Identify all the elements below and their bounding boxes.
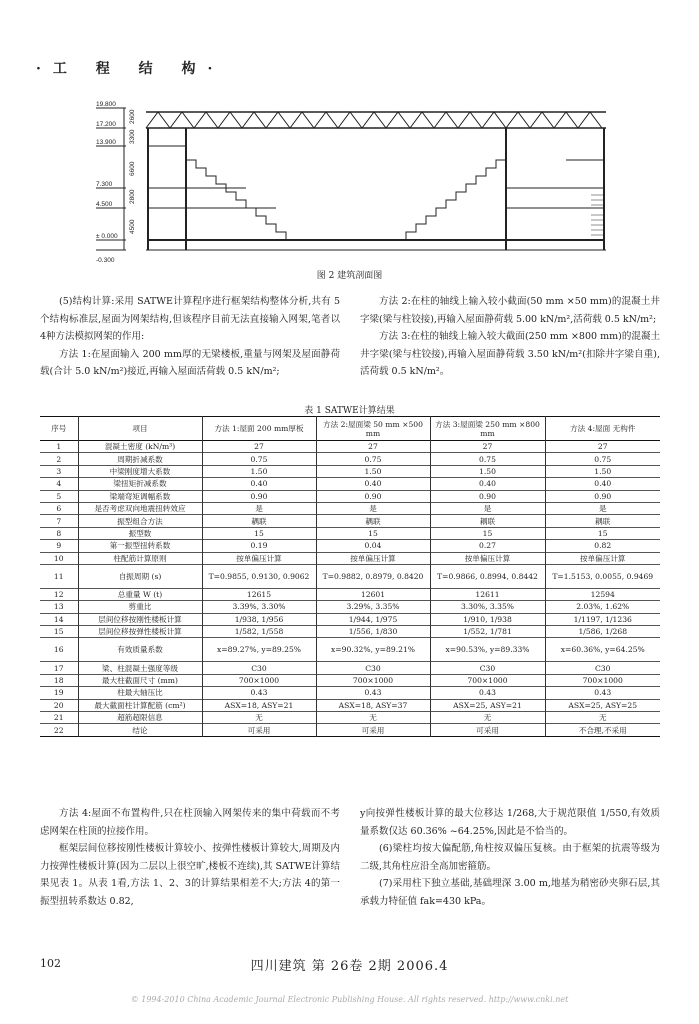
table-cell: 1/552, 1/781	[430, 626, 545, 638]
table-cell: 12615	[202, 588, 316, 600]
table-cell: C30	[316, 662, 430, 674]
table-row	[40, 601, 660, 613]
table-cell: 15	[53, 627, 64, 637]
table-cell: 不合理,不采用	[545, 724, 660, 736]
right-column-bottom	[360, 805, 660, 910]
table-cell: 耦联	[202, 515, 316, 527]
table-cell: ASX=25, ASY=25	[545, 699, 660, 711]
table-row	[40, 465, 660, 477]
table-cell: 0.04	[316, 540, 430, 552]
table-cell: ASX=18, ASY=21	[202, 699, 316, 711]
dimension-label: 6600	[129, 161, 136, 176]
table-cell: 15	[202, 527, 316, 539]
table-cell: 耦联	[316, 515, 430, 527]
table-cell: 可采用	[202, 724, 316, 736]
table-cell: 自振周期 (s)	[78, 564, 202, 588]
table-cell: T=0.9855, 0.9130, 0.9062	[202, 564, 316, 588]
table-cell: 2	[56, 454, 62, 464]
table-cell: 按单偏压计算	[545, 552, 660, 564]
table-cell: 柱最大轴压比	[78, 687, 202, 699]
table-cell: T=1.5153, 0.0055, 0.9469	[545, 564, 660, 588]
table-cell: 超筋超限信息	[78, 712, 202, 724]
table-cell: 梁端弯矩调幅系数	[78, 490, 202, 502]
paragraph: (6)梁柱均按大偏配筋,角柱按双偏压复核。由于框架的抗震等级为二级,其角柱应沿全高加密箍筋。	[360, 843, 660, 872]
table-cell: 22	[53, 725, 64, 735]
paragraph: 方法 2:在柱的轴线上输入较小截面(50 mm ×50 mm)的混凝土井字梁(梁与柱铰接),再输入屋面静荷载 5.00 kN/m²,活荷载 0.5 kN/m²;	[360, 296, 660, 325]
table-header-cell: 项目	[78, 417, 202, 441]
table-row	[40, 626, 660, 638]
table-cell: 1/582, 1/558	[202, 626, 316, 638]
table-cell: 有效质量系数	[78, 638, 202, 662]
table-cell: 7	[56, 516, 62, 526]
paragraph: 框架层间位移按刚性楼板计算较小、按弹性楼板计算较大,周期及内力按弹性楼板计算(因为二层以上很空旷,楼板不连续),其 SATWE计算结果见表 1。从表 1看,方法 1、2、3的计算结果相差不大;方法 4的第一振型扭转系数达 0.82,	[40, 843, 340, 907]
table-cell: 振型数	[78, 527, 202, 539]
table-cell: 17	[53, 663, 64, 673]
elevation-label: -0.300	[96, 257, 115, 264]
table-cell: 梁、柱混凝土强度等级	[78, 662, 202, 674]
dimension-label: 4500	[129, 219, 136, 234]
table-cell: C30	[430, 662, 545, 674]
table-cell: 15	[545, 527, 660, 539]
paragraph: y向按弹性楼板计算的最大位移达 1/268,大于规范限值 1/550,有效质量系数仅达 60.36% ~64.25%,因此是不恰当的。	[360, 808, 660, 837]
table-cell: 结论	[78, 724, 202, 736]
table-cell: 1.50	[430, 465, 545, 477]
table-cell: x=60.36%, y=64.25%	[545, 638, 660, 662]
left-column-bottom	[40, 805, 340, 910]
table-cell: 1/556, 1/830	[316, 626, 430, 638]
table-row	[40, 540, 660, 552]
table-cell: 中梁刚度增大系数	[78, 465, 202, 477]
table-cell: 27	[202, 441, 316, 453]
table-row	[40, 552, 660, 564]
table-cell: 12601	[316, 588, 430, 600]
table-row	[40, 564, 660, 588]
table-cell: 0.40	[545, 478, 660, 490]
table-cell: 0.40	[316, 478, 430, 490]
table-row	[40, 478, 660, 490]
table-row	[40, 662, 660, 674]
table-cell: 27	[430, 441, 545, 453]
table-cell: 700×1000	[316, 674, 430, 686]
table-cell: 1	[56, 442, 62, 452]
table-cell: 是否考虑双向地震扭转效应	[78, 502, 202, 514]
dimension-label: 3300	[129, 129, 136, 144]
table-cell: 1/938, 1/956	[202, 613, 316, 625]
table-cell: 0.43	[202, 687, 316, 699]
table-caption: 表 1 SATWE计算结果	[304, 406, 395, 416]
table-cell: 20	[53, 700, 64, 710]
table-cell: 0.90	[430, 490, 545, 502]
elevation-label: 17.200	[96, 121, 116, 128]
table-cell: 1/944, 1/975	[316, 613, 430, 625]
table-cell: 最大柱截面尺寸 (mm)	[78, 674, 202, 686]
table-cell: 1/1197, 1/1236	[545, 613, 660, 625]
table-cell: 11	[53, 571, 64, 581]
elevation-label: 4.500	[96, 201, 113, 208]
table-cell: C30	[202, 662, 316, 674]
paragraph: (7)采用柱下独立基础,基础埋深 3.00 m,地基为稍密砂夹卵石层,其承载力特征值 fak=430 kPa。	[360, 878, 660, 907]
table-cell: 0.43	[316, 687, 430, 699]
table-cell: 700×1000	[545, 674, 660, 686]
table-cell: T=0.9882, 0.8979, 0.8420	[316, 564, 430, 588]
dimension-label: 2600	[129, 109, 136, 124]
table-cell: 12611	[430, 588, 545, 600]
table-cell: 0.43	[545, 687, 660, 699]
table-cell: 周期折减系数	[78, 453, 202, 465]
table-row	[40, 724, 660, 736]
results-table	[40, 416, 660, 737]
table-cell: 1/586, 1/268	[545, 626, 660, 638]
table-cell: 0.90	[202, 490, 316, 502]
copyright-notice: © 1994-2010 China Academic Journal Electronic Publishing House. All rights reserved. http://www.cnki.net	[130, 995, 569, 1004]
table-cell: 0.90	[316, 490, 430, 502]
table-cell: 14	[53, 614, 64, 624]
table-cell: 最大截面柱计算配筋 (cm²)	[78, 699, 202, 711]
table-cell: 21	[53, 713, 64, 723]
table-row	[40, 502, 660, 514]
table-cell: C30	[545, 662, 660, 674]
table-cell: 0.75	[545, 453, 660, 465]
table-row	[40, 490, 660, 502]
table-cell: 19	[53, 688, 64, 698]
table-cell: 0.19	[202, 540, 316, 552]
table-cell: 0.43	[430, 687, 545, 699]
table-cell: 按单偏压计算	[430, 552, 545, 564]
table-row	[40, 712, 660, 724]
table-row	[40, 613, 660, 625]
table-cell: 12	[53, 590, 64, 600]
table-cell: 4	[56, 479, 62, 489]
table-row	[40, 638, 660, 662]
table-cell: 是	[202, 502, 316, 514]
table-cell: 剪重比	[78, 601, 202, 613]
table-cell: 3	[56, 466, 62, 476]
table-cell: 16	[53, 645, 64, 655]
table-cell: 10	[53, 553, 64, 563]
table-cell: 无	[545, 712, 660, 724]
paragraph: 方法 4:屋面不布置构件,只在柱顶输入网架传来的集中荷载而不考虑网架在柱顶的拉接作用。	[40, 808, 340, 837]
table-cell: 0.90	[545, 490, 660, 502]
table-header-cell: 方法 1:屋面 200 mm厚板	[202, 417, 316, 441]
dimension-label: 2800	[129, 189, 136, 204]
table-cell: 18	[53, 676, 64, 686]
table-cell: 层间位移按弹性楼板计算	[78, 626, 202, 638]
table-cell: x=90.53%, y=89.33%	[430, 638, 545, 662]
elevation-label: 19.800	[96, 101, 116, 108]
table-row	[40, 588, 660, 600]
table-row	[40, 453, 660, 465]
table-cell: 1.50	[202, 465, 316, 477]
table-cell: 无	[202, 712, 316, 724]
paragraph: 方法 3:在柱的轴线上输入较大截面(250 mm ×800 mm)的混凝土井字梁(梁与柱铰接),再输入屋面静荷载 3.50 kN/m²(扣除井字梁自重),活荷载 0.5 kN/m²。	[360, 331, 660, 377]
table-header-cell: 方法 4:屋面 无构件	[545, 417, 660, 441]
journal-info: 四川建筑 第 26卷 2期 2006.4	[250, 959, 449, 974]
table-cell: 可采用	[316, 724, 430, 736]
table-cell: 耦联	[545, 515, 660, 527]
table-cell: 6	[56, 504, 62, 514]
table-cell: x=89.27%, y=89.25%	[202, 638, 316, 662]
table-cell: ASX=25, ASY=21	[430, 699, 545, 711]
table-cell: 12594	[545, 588, 660, 600]
table-header-cell: 序号	[51, 424, 67, 433]
right-column-top	[360, 293, 660, 381]
table-cell: 8	[56, 528, 62, 538]
table-cell: 总重量 W (t)	[78, 588, 202, 600]
table-header-cell: 方法 2:屋面梁 50 mm ×500 mm	[316, 417, 430, 441]
table-cell: 振型组合方法	[78, 515, 202, 527]
table-cell: 是	[545, 502, 660, 514]
table-cell: 15	[430, 527, 545, 539]
table-cell: 按单偏压计算	[316, 552, 430, 564]
table-cell: 5	[56, 491, 62, 501]
table-cell: 0.75	[202, 453, 316, 465]
table-row	[40, 674, 660, 686]
table-cell: 0.75	[316, 453, 430, 465]
table-cell: 27	[545, 441, 660, 453]
table-cell: 层间位移按刚性楼板计算	[78, 613, 202, 625]
table-cell: T=0.9866, 0.8994, 0.8442	[430, 564, 545, 588]
table-cell: 柱配筋计算原则	[78, 552, 202, 564]
table-cell: 9	[56, 541, 62, 551]
table-cell: 2.03%, 1.62%	[545, 601, 660, 613]
table-cell: 27	[316, 441, 430, 453]
page-number: 102	[40, 957, 61, 970]
table-cell: 是	[316, 502, 430, 514]
paragraph: 方法 1:在屋面输入 200 mm厚的无梁楼板,重量与网架及屋面静荷载(合计 5.0 kN/m²)接近,再输入屋面活荷载 0.5 kN/m²;	[40, 348, 340, 377]
table-header-row	[40, 417, 660, 441]
table-cell: 是	[430, 502, 545, 514]
table-cell: ASX=18, ASY=37	[316, 699, 430, 711]
elevation-label: 13.900	[96, 139, 116, 146]
table-row	[40, 515, 660, 527]
table-cell: 混凝土密度 (kN/m³)	[78, 441, 202, 453]
table-cell: 1.50	[316, 465, 430, 477]
building-section-figure	[86, 100, 616, 280]
table-cell: 0.75	[430, 453, 545, 465]
elevation-label: 7.300	[96, 181, 113, 188]
table-cell: 0.27	[430, 540, 545, 552]
table-row	[40, 687, 660, 699]
table-cell: 无	[430, 712, 545, 724]
table-cell: 0.40	[202, 478, 316, 490]
table-cell: 3.30%, 3.35%	[430, 601, 545, 613]
table-cell: 梁扭矩折减系数	[78, 478, 202, 490]
table-cell: 1.50	[545, 465, 660, 477]
table-cell: 1/910, 1/938	[430, 613, 545, 625]
table-cell: 0.40	[430, 478, 545, 490]
table-cell: 15	[316, 527, 430, 539]
table-cell: 3.29%, 3.35%	[316, 601, 430, 613]
left-column-top	[40, 293, 340, 381]
table-cell: 无	[316, 712, 430, 724]
figure-caption: 图 2 建筑剖面图	[316, 271, 383, 281]
table-cell: 13	[53, 602, 64, 612]
table-cell: 0.82	[545, 540, 660, 552]
table-row	[40, 527, 660, 539]
paragraph: (5)结构计算:采用 SATWE计算程序进行框架结构整体分析,共有 5个结构标准层,屋面为网架结构,但该程序目前无法直接输入网架,笔者以 4种方法模拟网架的作用:	[40, 296, 340, 342]
table-cell: 按单偏压计算	[202, 552, 316, 564]
table-cell: x=90.32%, y=89.21%	[316, 638, 430, 662]
table-row	[40, 699, 660, 711]
table-cell: 700×1000	[430, 674, 545, 686]
table-cell: 3.39%, 3.30%	[202, 601, 316, 613]
table-cell: 耦联	[430, 515, 545, 527]
table-header-cell: 方法 3:屋面梁 250 mm ×800 mm	[430, 417, 545, 441]
page-header: ·工 程 结 构·	[36, 61, 225, 77]
table-cell: 700×1000	[202, 674, 316, 686]
table-row	[40, 441, 660, 453]
table-cell: 第一振型扭转系数	[78, 540, 202, 552]
table-cell: 可采用	[430, 724, 545, 736]
elevation-label: ± 0.000	[96, 233, 118, 240]
